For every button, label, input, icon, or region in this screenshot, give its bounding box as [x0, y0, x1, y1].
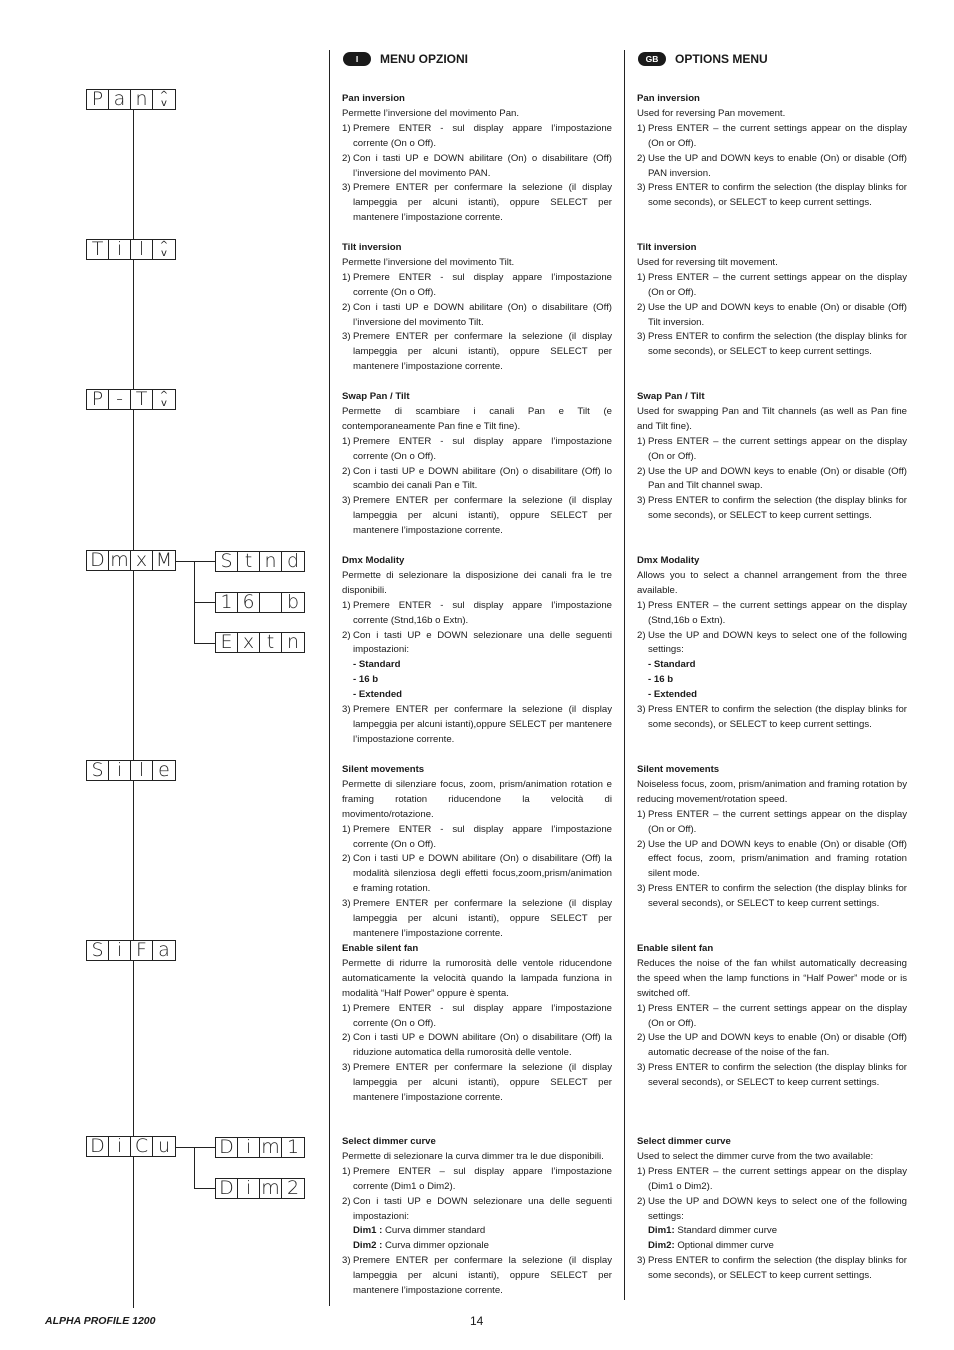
lcd-char: M — [155, 549, 173, 571]
lcd-char: n — [260, 552, 282, 571]
list-item: 2) Con i tasti UP e DOWN abilitare (On) o disabilitare (Off) l’inversione del movimento Tilt. — [342, 301, 612, 328]
list-item: 3) Premere ENTER per confermare la selezione (il display lampeggia per alcuni istanti), oppure SELECT per mantenere l’impostazione corrente. — [342, 1062, 612, 1104]
lcd-char: D — [87, 1137, 109, 1156]
list-item: 3) Press ENTER to confirm the selection (the display blinks for some seconds), or SELECT to keep current settings. — [637, 1255, 907, 1282]
lcd-char: t — [260, 633, 282, 652]
lcd-char: 6 — [238, 593, 260, 612]
lcd-extn — [215, 632, 305, 653]
list-item: 2) Con i tasti UP e DOWN abilitare (On) o disabilitare (Off) lo scambio dei canali Pan e Tilt. — [342, 465, 612, 492]
lcd-char: i — [238, 1179, 260, 1198]
list-item: 1) Premere ENTER - sul display appare l’impostazione corrente (Stnd,16b o Extn). — [342, 599, 612, 626]
section-title: Enable silent fan — [342, 943, 419, 954]
lcd-char: b — [286, 591, 300, 613]
section-title: Select dimmer curve — [342, 1136, 436, 1147]
dimmer-branch-line — [194, 1147, 195, 1189]
dmx-16b-connector — [194, 602, 215, 603]
list-item: 3) Premere ENTER per confermare la selezione (il display lampeggia per alcuni istanti), oppure SELECT per mantenere l’impostazione corrente. — [342, 1255, 612, 1297]
list-item: 2) Con i tasti UP e DOWN abilitare (On) o disabilitare (Off) la riduzione automatica della rumorosità delle ventole. — [342, 1032, 612, 1059]
dim2-connector — [194, 1188, 215, 1189]
section-dmx-it — [342, 554, 612, 748]
section-title: Tilt inversion — [637, 242, 697, 253]
lcd-char: x — [131, 551, 153, 570]
section-dimmer-it — [342, 1135, 612, 1299]
list-item: 1) Premere ENTER – sul display appare l’impostazione corrente (Dim1 o Dim2). — [342, 1165, 612, 1192]
lcd-char: E — [216, 633, 238, 652]
lcd-char: u — [157, 1135, 171, 1157]
option-dim2: Dim2: Optional dimmer curve — [648, 1240, 774, 1252]
lcd-char: C — [131, 1137, 153, 1156]
lcd-stnd — [215, 551, 305, 572]
lcd-char: P — [87, 390, 109, 409]
list-item: 2) Con i tasti UP e DOWN abilitare (On) o disabilitare (Off) la modalità silenziosa degli effetti focus,zoom,prism/animation e framing rotation. — [342, 853, 612, 895]
option-16b: - 16 b — [648, 674, 674, 686]
lcd-char: T — [87, 240, 109, 259]
lcd-tilt — [86, 239, 176, 260]
list-item: 3) Press ENTER to confirm the selection (the display blinks for some seconds), or SELECT to keep current settings. — [637, 182, 907, 209]
list-item: 1) Press ENTER – the current settings appear on the display (On or Off). — [637, 808, 907, 835]
list-item: 1) Press ENTER – the current settings appear on the display (On or Off). — [637, 271, 907, 298]
lcd-char: i — [238, 1138, 260, 1157]
section-title: Pan inversion — [342, 93, 405, 104]
footer-model-name: ALPHA PROFILE 1200 — [45, 1315, 156, 1327]
section-swap-en — [637, 390, 907, 524]
list-item: 1) Premere ENTER - sul display appare l’impostazione corrente (On o Off). — [342, 122, 612, 149]
lcd-char: - — [109, 390, 131, 409]
lcd-char: D — [216, 1138, 238, 1157]
lcd-char: S — [87, 941, 109, 960]
section-intro: Permette l’inversione del movimento Pan. — [342, 107, 520, 119]
up-down-arrow-icon: ^ v — [159, 239, 169, 259]
option-dim1: Dim1 : Curva dimmer standard — [353, 1225, 486, 1237]
lcd-char: a — [158, 939, 170, 961]
section-intro: Permette di scambiare i canali Pan e Tilt (e contemporaneamente Pan fine e Tilt fine). — [342, 405, 612, 432]
section-title: Dmx Modality — [637, 555, 700, 566]
lcd-16b — [215, 592, 305, 613]
option-extended: - Extended — [648, 689, 698, 701]
section-intro: Used to select the dimmer curve from the two available: — [637, 1150, 874, 1162]
list-item: 1) Press ENTER – the current settings appear on the display (Dim1 o Dim2). — [637, 1165, 907, 1192]
lcd-char: i — [109, 240, 131, 259]
list-item: 2) Use the UP and DOWN keys to select one of the following settings: — [637, 629, 907, 656]
section-title: Swap Pan / Tilt — [637, 391, 705, 402]
option-16b: - 16 b — [353, 674, 379, 686]
list-item: 1) Premere ENTER - sul display appare l’impostazione corrente (On o Off). — [342, 1002, 612, 1029]
list-item: 3) Premere ENTER per confermare la selezione (il display lampeggia per alcuni istanti),oppure SELECT per mantenere l’impostazione corrente. — [342, 704, 612, 745]
section-swap-it — [342, 390, 612, 539]
list-item: 1) Premere ENTER - sul display appare l’impostazione corrente (On o Off). — [342, 435, 612, 462]
section-title: Swap Pan / Tilt — [342, 391, 410, 402]
section-intro: Permette l’inversione del movimento Tilt. — [342, 256, 515, 268]
section-fan-en — [637, 942, 907, 1091]
section-silent-en — [637, 763, 907, 912]
section-intro: Allows you to select a channel arrangement from the three available. — [637, 569, 907, 596]
lcd-char: P — [87, 90, 109, 109]
list-item: 1) Press ENTER – the current settings appear on the display (Stnd,16b o Extn). — [637, 599, 907, 626]
section-dmx-en — [637, 554, 907, 733]
list-item: 1) Press ENTER – the current settings appear on the display (On or Off). — [637, 435, 907, 462]
section-intro: Used for swapping Pan and Tilt channels (as well as Pan fine and Tilt fine). — [637, 405, 907, 432]
section-intro: Noiseless focus, zoom, prism/animation and framing rotation by reducing movement/rotation speed. — [637, 778, 907, 805]
list-item: 1) Premere ENTER - sul display appare l’impostazione corrente (On o Off). — [342, 271, 612, 298]
header-title-it: MENU OPZIONI — [380, 52, 469, 66]
section-title: Select dimmer curve — [637, 1136, 731, 1147]
column-divider-right — [624, 50, 625, 1300]
header-english — [638, 52, 768, 66]
list-item: 2) Use the UP and DOWN keys to enable (On) or disable (Off) PAN inversion. — [637, 152, 907, 179]
list-item: 2) Use the UP and DOWN keys to enable (On) or disable (Off) Tilt inversion. — [637, 301, 907, 328]
lcd-char: D — [216, 1179, 238, 1198]
lcd-char: F — [131, 941, 153, 960]
lcd-pan-tilt — [86, 389, 176, 410]
lcd-dim2 — [215, 1178, 305, 1199]
section-intro: Permette di selezionare la curva dimmer tra le due disponibili. — [342, 1150, 604, 1162]
dmx-extn-connector — [194, 643, 215, 644]
list-item: 3) Press ENTER to confirm the selection (the display blinks for some seconds), or SELECT to keep current settings. — [637, 704, 907, 730]
lcd-char: S — [87, 761, 109, 780]
lcd-char: e — [158, 759, 170, 781]
lcd-char: T — [131, 390, 153, 409]
lcd-char: t — [238, 552, 260, 571]
section-title: Tilt inversion — [342, 242, 402, 253]
option-standard: - Standard — [353, 659, 401, 671]
list-item: 3) Premere ENTER per confermare la selezione (il display lampeggia per alcuni istanti), oppure SELECT per mantenere l’impostazione corrente. — [342, 331, 612, 373]
lcd-char: m — [260, 1179, 282, 1198]
section-intro: Used for reversing Pan movement. — [637, 107, 786, 119]
section-intro: Reduces the noise of the fan whilst automatically decreasing the speed when the lamp functions in “Half Power” mode or is switched off. — [637, 957, 907, 999]
dimmer-connector — [175, 1147, 215, 1148]
section-title: Silent movements — [637, 764, 720, 775]
lcd-char: 2 — [286, 1177, 300, 1199]
list-item: 2) Use the UP and DOWN keys to enable (On) or disable (Off) automatic decrease of the noise of the fan. — [637, 1032, 907, 1059]
section-pan-it — [342, 92, 612, 226]
list-item: 2) Use the UP and DOWN keys to select one of the following settings: — [637, 1195, 907, 1222]
lcd-char: D — [87, 551, 109, 570]
dmx-connector — [175, 561, 215, 562]
lcd-char: i — [109, 941, 131, 960]
section-intro: Permette di ridurre la rumorosità delle ventole riducendone automaticamente la velocità quando la lampada funziona in modalità “Half Power” oppure è spenta. — [342, 957, 612, 999]
menu-tree-trunk — [133, 110, 134, 1308]
lcd-char: 1 — [216, 593, 238, 612]
list-item: 1) Press ENTER – the current settings appear on the display (On or Off). — [637, 1002, 907, 1029]
lcd-char: i — [109, 761, 131, 780]
lcd-char: x — [238, 633, 260, 652]
lcd-pan — [86, 89, 176, 110]
section-tilt-it — [342, 241, 612, 375]
section-dimmer-en — [637, 1135, 907, 1284]
list-item: 1) Press ENTER – the current settings appear on the display (On or Off). — [637, 122, 907, 149]
option-dim2: Dim2 : Curva dimmer opzionale — [353, 1240, 489, 1252]
lcd-dmx-mode — [86, 550, 176, 571]
section-tilt-en — [637, 241, 907, 360]
section-intro: Permette di selezionare la disposizione dei canali fra le tre disponibili. — [342, 569, 612, 596]
lcd-char: n — [286, 631, 300, 653]
list-item: 3) Premere ENTER per confermare la selezione (il display lampeggia per alcuni istanti), oppure SELECT per mantenere l’impostazione corrente. — [342, 495, 612, 537]
section-intro: Permette di silenziare focus, zoom, prism/animation rotation e framing rotation riducendone la velocità di movimento/rotazione. — [342, 778, 612, 820]
lcd-char: l — [131, 240, 153, 259]
language-badge-it: I — [343, 52, 371, 66]
lcd-char: l — [131, 761, 153, 780]
lcd-char: d — [286, 550, 300, 572]
list-item: 2) Con i tasti UP e DOWN selezionare una delle seguenti impostazioni: — [342, 1195, 612, 1222]
lcd-char: a — [109, 90, 131, 109]
option-dim1: Dim1: Standard dimmer curve — [648, 1225, 778, 1237]
lcd-char: n — [131, 90, 153, 109]
up-down-arrow-icon: ^ v — [159, 89, 169, 109]
list-item: 3) Press ENTER to confirm the selection (the display blinks for several seconds), or SELECT to keep current settings. — [637, 1062, 907, 1089]
page-number: 14 — [470, 1314, 484, 1328]
list-item: 1) Premere ENTER - sul display appare l’impostazione corrente (On o Off). — [342, 823, 612, 850]
section-title: Silent movements — [342, 764, 425, 775]
section-title: Dmx Modality — [342, 555, 405, 566]
up-down-arrow-icon: ^ v — [159, 389, 169, 409]
column-divider-left — [329, 50, 330, 1306]
lcd-dim1 — [215, 1137, 305, 1158]
list-item: 3) Premere ENTER per confermare la selezione (il display lampeggia per alcuni istanti), oppure SELECT per mantenere l’impostazione corrente. — [342, 898, 612, 939]
list-item: 3) Press ENTER to confirm the selection (the display blinks for some seconds), or SELECT to keep current settings. — [637, 331, 907, 358]
section-title: Enable silent fan — [637, 943, 714, 954]
lcd-char: m — [109, 551, 131, 570]
lcd-char: 1 — [286, 1136, 300, 1158]
lcd-char: S — [216, 552, 238, 571]
section-pan-en — [637, 92, 907, 211]
header-title-en: OPTIONS MENU — [675, 52, 768, 66]
language-badge-gb: GB — [638, 52, 666, 66]
option-standard: - Standard — [648, 659, 696, 671]
list-item: 2) Con i tasti UP e DOWN selezionare una delle seguenti impostazioni: — [342, 629, 612, 656]
list-item: 2) Con i tasti UP e DOWN abilitare (On) o disabilitare (Off) l’inversione del movimento PAN. — [342, 152, 612, 179]
lcd-dimmer-curve — [86, 1136, 176, 1157]
list-item: 2) Use the UP and DOWN keys to enable (On) or disable (Off) Pan and Tilt channel swap. — [637, 465, 907, 492]
list-item: 2) Use the UP and DOWN keys to enable (On) or disable (Off) effect focus, zoom, prism/animation and framing rotation silent mode. — [637, 838, 907, 880]
section-title: Pan inversion — [637, 93, 700, 104]
section-fan-it — [342, 942, 612, 1106]
section-silent-it — [342, 763, 612, 942]
option-extended: - Extended — [353, 689, 403, 701]
lcd-silent — [86, 760, 176, 781]
header-italian — [343, 52, 468, 66]
list-item: 3) Press ENTER to confirm the selection (the display blinks for some seconds), or SELECT to keep current settings. — [637, 495, 907, 522]
lcd-char: m — [260, 1138, 282, 1157]
lcd-silent-fan — [86, 940, 176, 961]
lcd-char: i — [109, 1137, 131, 1156]
list-item: 3) Press ENTER to confirm the selection (the display blinks for several seconds), or SELECT to keep current settings. — [637, 883, 907, 910]
section-intro: Used for reversing tilt movement. — [637, 256, 778, 268]
list-item: 3) Premere ENTER per confermare la selezione (il display lampeggia per alcuni istanti), oppure SELECT per mantenere l’impostazione corrente. — [342, 182, 612, 224]
lcd-char — [260, 593, 282, 612]
